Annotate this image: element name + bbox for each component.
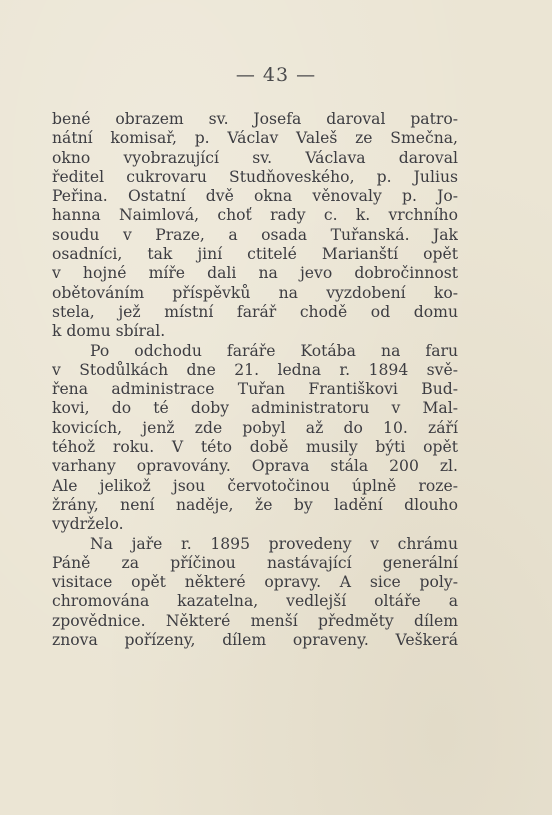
- text-line: Po odchodu faráře Kotába na faru: [90, 341, 458, 360]
- text-line: téhož roku. V této době musily býti opět: [52, 438, 458, 457]
- text-line: žrány, není naděje, že by ladění dlouho: [52, 495, 458, 514]
- text-line: okno vyobrazující sv. Václava daroval: [52, 148, 458, 167]
- text-line: v Stodůlkách dne 21. ledna r. 1894 svě-: [52, 360, 458, 379]
- text-line: znova pořízeny, dílem opraveny. Veškerá: [52, 631, 458, 650]
- text-line: Páně za příčinou nastávající generální: [52, 553, 458, 572]
- text-line: nátní komisař, p. Václav Valeš ze Smečna,: [52, 129, 458, 148]
- text-line: ředitel cukrovaru Studňoveského, p. Julius: [52, 167, 458, 186]
- text-line: vydrželo.: [52, 515, 124, 534]
- text-line: zpovědnice. Některé menší předměty dílem: [52, 611, 458, 630]
- text-line: k domu sbíral.: [52, 322, 166, 341]
- text-line: Ale jelikož jsou červotočinou úplně roze-: [52, 476, 458, 495]
- text-line: obětováním příspěvků na vyzdobení ko-: [52, 283, 458, 302]
- text-line: osadníci, tak jiní ctitelé Marianští opět: [52, 245, 458, 264]
- text-line: kovi, do té doby administratoru v Mal-: [52, 399, 458, 418]
- page-body-text: [52, 110, 458, 650]
- text-line: bené obrazem sv. Josefa daroval patro-: [52, 110, 458, 128]
- text-line: visitace opět některé opravy. A sice poly-: [52, 573, 458, 592]
- text-line: chromována kazatelna, vedlejší oltáře a: [52, 592, 458, 611]
- text-line: varhany opravovány. Oprava stála 200 zl.: [52, 457, 458, 476]
- text-line: v hojné míře dali na jevo dobročinnost: [52, 264, 458, 283]
- page-number: — 43 —: [235, 64, 317, 86]
- text-line: hanna Naimlová, choť rady c. k. vrchního: [52, 206, 458, 225]
- text-line: kovicích, jenž zde pobyl až do 10. září: [52, 418, 458, 437]
- text-line: Peřina. Ostatní dvě okna věnovaly p. Jo-: [52, 187, 458, 206]
- text-line: řena administrace Tuřan Františkovi Bud-: [52, 380, 458, 399]
- text-line: Na jaře r. 1895 provedeny v chrámu: [90, 534, 458, 553]
- text-line: stela, jež místní farář chodě od domu: [52, 302, 458, 321]
- text-line: soudu v Praze, a osada Tuřanská. Jak: [52, 225, 458, 244]
